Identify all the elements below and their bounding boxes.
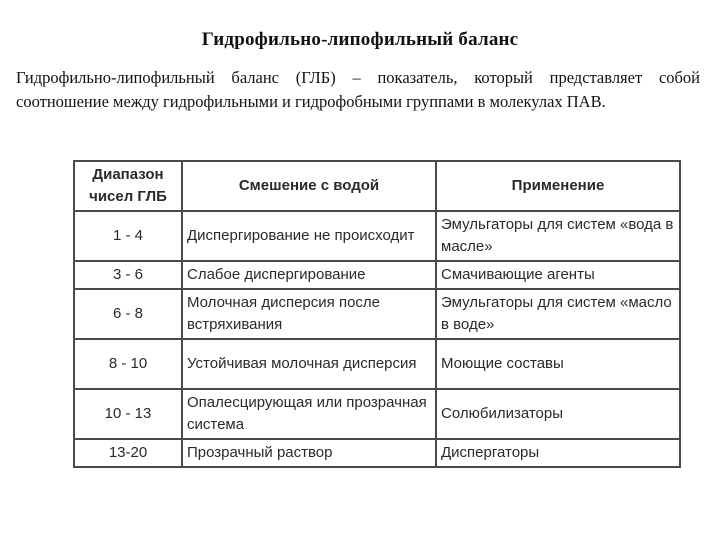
header-application: Применение [436,161,680,211]
cell-application: Моющие составы [436,339,680,389]
cell-range: 8 - 10 [74,339,182,389]
cell-range: 10 - 13 [74,389,182,439]
intro-paragraph: Гидрофильно-липофильный баланс (ГЛБ) – показатель, который представляет собой соотношение между гидрофильными и гидрофобными группами в молекулах ПАВ. [16,68,700,111]
cell-range: 1 - 4 [74,211,182,261]
table-header-row [74,161,680,211]
cell-mixing: Опалесцирующая или прозрачная система [182,389,436,439]
cell-mixing: Прозрачный раствор [182,439,436,467]
cell-mixing: Диспергирование не происходит [182,211,436,261]
table-row [74,261,680,289]
cell-mixing: Молочная дисперсия после встряхивания [182,289,436,339]
cell-application: Эмульгаторы для систем «масло в воде» [436,289,680,339]
table-row [74,339,680,389]
table-row [74,389,680,439]
cell-range: 6 - 8 [74,289,182,339]
cell-application: Солюбилизаторы [436,389,680,439]
table-row [74,439,680,467]
cell-application: Диспергаторы [436,439,680,467]
table-row [74,289,680,339]
header-mixing: Смешение с водой [182,161,436,211]
cell-application: Эмульгаторы для систем «вода в масле» [436,211,680,261]
cell-application: Смачивающие агенты [436,261,680,289]
cell-mixing: Слабое диспергирование [182,261,436,289]
hlb-table [73,160,681,468]
cell-range: 3 - 6 [74,261,182,289]
table-row [74,211,680,261]
cell-range: 13-20 [74,439,182,467]
header-range: Диапазон чисел ГЛБ [74,161,182,211]
page-title: Гидрофильно-липофильный баланс [201,29,519,50]
cell-mixing: Устойчивая молочная дисперсия [182,339,436,389]
